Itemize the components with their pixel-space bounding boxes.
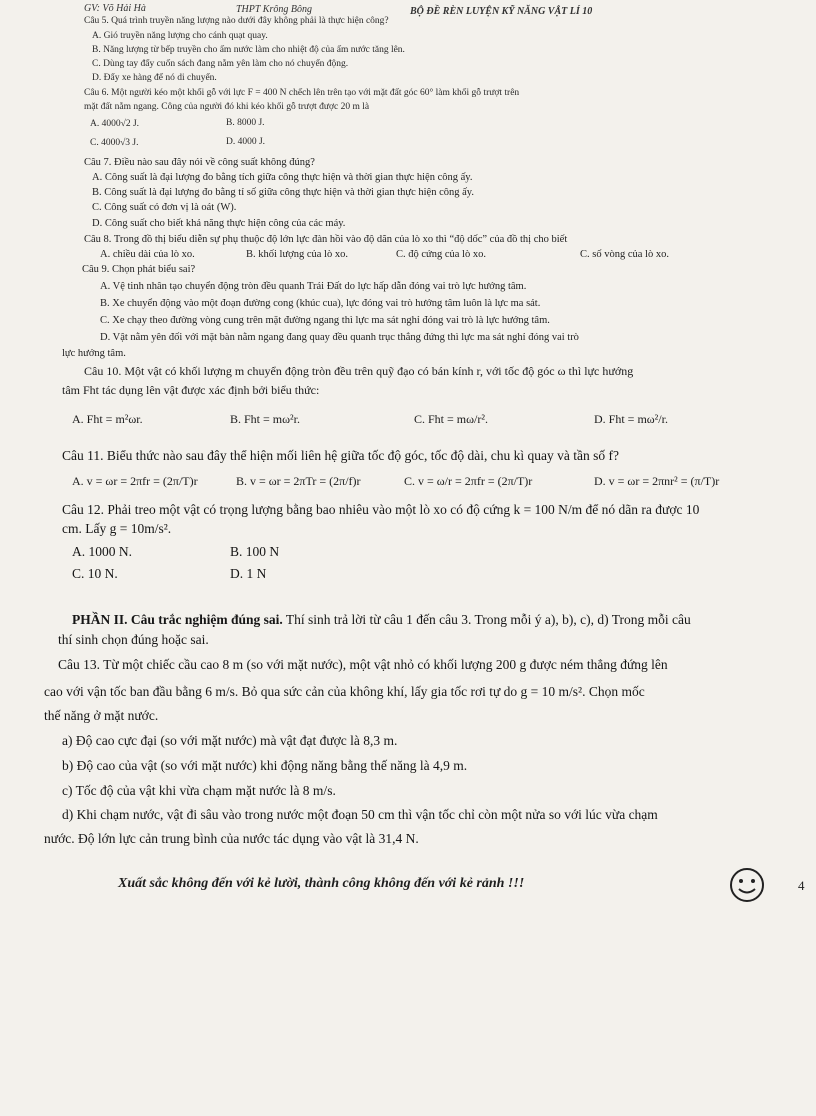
smiley-icon [728,866,766,904]
teacher-name: GV: Võ Hải Hà [84,3,146,14]
q11-stem: Câu 11. Biểu thức nào sau đây thể hiện mối liên hệ giữa tốc độ góc, tốc độ dài, chu kì quay và tần số f? [62,448,619,463]
q10-option-b: B. Fht = mω²r. [230,412,300,426]
q13-statement-d-line2: nước. Độ lớn lực cản trung bình của nước tác dụng vào vật là 31,4 N. [44,831,419,846]
q9-option-a: A. Vệ tinh nhân tạo chuyển động tròn đều quanh Trái Đất do lực hấp dẫn đóng vai trò lực hướng tâm. [100,281,527,292]
q5-stem: Câu 5. Quá trình truyền năng lượng nào dưới đây không phải là thực hiện công? [84,16,389,26]
school-name: THPT Krông Bông [236,4,312,15]
q9-option-c: C. Xe chạy theo đường vòng cung trên mặt đường ngang thì lực ma sát nghỉ đóng vai trò là lực hướng tâm. [100,315,550,326]
q10-option-c: C. Fht = mω/r². [414,412,488,426]
q9-option-b: B. Xe chuyển động vào một đoạn đường cong (khúc cua), lực đóng vai trò hướng tâm luôn là lực ma sát. [100,298,541,309]
q8-option-d: C. số vòng của lò xo. [580,249,669,260]
q8-stem: Câu 8. Trong đồ thị biểu diễn sự phụ thuộc độ lớn lực đàn hồi vào độ dãn của lò xo thì “độ dốc” của đồ thị cho biết [84,234,568,245]
q7-option-a: A. Công suất là đại lượng đo bằng tích giữa công thực hiện và thời gian thực hiện công ấy. [92,172,473,183]
footer-quote: Xuất sắc không đến với kẻ lười, thành công không đến với kẻ rảnh !!! [118,876,525,891]
q5-option-b: B. Năng lượng từ bếp truyền cho ấm nước làm cho nhiệt độ của ấm nước tăng lên. [92,45,405,55]
q7-option-c: C. Công suất có đơn vị là oát (W). [92,202,237,213]
q6-option-c: C. 4000√3 J. [90,138,139,148]
q6-stem-line2: mặt đất nằm ngang. Công của người đó khi kéo khối gỗ trượt được 20 m là [84,102,370,112]
q13-statement-d-line1: d) Khi chạm nước, vật đi sâu vào trong nước một đoạn 50 cm thì vận tốc chỉ còn một nửa so với lúc vừa chạm [62,807,658,822]
q10-stem-line1: Câu 10. Một vật có khối lượng m chuyển động tròn đều trên quỹ đạo có bán kính r, với tốc độ góc ω thì lực hướng [84,364,634,378]
q6-stem-line1: Câu 6. Một người kéo một khối gỗ với lực F = 400 N chếch lên trên tạo với mặt đất góc 60° làm khối gỗ trượt trên [84,88,520,98]
q5-option-a: A. Gió truyền năng lượng cho cánh quạt quay. [92,31,268,41]
q11-option-a: A. v = ωr = 2πfr = (2π/T)r [72,474,198,488]
q10-option-a: A. Fht = m²ωr. [72,412,143,426]
q12-stem-line2: cm. Lấy g = 10m/s². [62,521,172,536]
part2-title: PHẦN II. Câu trắc nghiệm đúng sai. [72,612,283,627]
q11-option-c: C. v = ω/r = 2πfr = (2π/T)r [404,474,533,488]
q6-option-a: A. 4000√2 J. [90,119,140,129]
part2-header [72,612,691,628]
q13-statement-a: a) Độ cao cực đại (so với mặt nước) mà vật đạt được là 8,3 m. [62,733,398,748]
q12-option-b: B. 100 N [230,544,280,559]
q10-option-d: D. Fht = mω²/r. [594,412,668,426]
q12-option-d: D. 1 N [230,566,267,581]
part2-intro: Thí sinh trả lời từ câu 1 đến câu 3. Trong mỗi ý a), b), c), d) Trong mỗi câu [282,612,691,627]
q7-option-d: D. Công suất cho biết khả năng thực hiện công của các máy. [92,218,346,229]
q8-option-a: A. chiều dài của lò xo. [100,249,195,260]
q7-stem: Câu 7. Điều nào sau đây nói về công suất không đúng? [84,157,315,168]
q13-stem-line3: thế năng ở mặt nước. [44,708,159,723]
q11-option-d: D. v = ωr = 2πnr² = (π/T)r [594,474,720,488]
series-title: BỘ ĐỀ RÈN LUYỆN KỸ NĂNG VẬT LÍ 10 [410,6,593,17]
q8-option-b: B. khối lượng của lò xo. [246,249,348,260]
q12-stem-line1: Câu 12. Phải treo một vật có trọng lượng bằng bao nhiêu vào một lò xo có độ cứng k = 100 N/m để nó dãn ra được 10 [62,502,700,517]
q13-statement-b: b) Độ cao của vật (so với mặt nước) khi động năng bằng thế năng là 4,9 m. [62,758,468,773]
q7-option-b: B. Công suất là đại lượng đo bằng tỉ số giữa công thực hiện và thời gian thực hiện công ấy. [92,187,474,198]
q12-option-a: A. 1000 N. [72,544,132,559]
q5-option-c: C. Dùng tay đẩy cuốn sách đang nằm yên làm cho nó chuyển động. [92,59,349,69]
q13-statement-c: c) Tốc độ của vật khi vừa chạm mặt nước là 8 m/s. [62,783,336,798]
q11-option-b: B. v = ωr = 2πTr = (2π/f)r [236,474,361,488]
page-number: 4 [798,878,805,893]
q9-option-d-line1: D. Vật nằm yên đối với mặt bàn nằm ngang đang quay đều quanh trục thẳng đứng thì lực ma sát nghỉ đóng vai trò [100,332,579,343]
q5-option-d: D. Đẩy xe hàng để nó di chuyển. [92,73,217,83]
q8-option-c: C. độ cứng của lò xo. [396,249,486,260]
q10-stem-line2: tâm Fht tác dụng lên vật được xác định bởi biểu thức: [62,383,320,397]
part2-intro-line2: thí sinh chọn đúng hoặc sai. [58,632,209,647]
q13-stem-line1: Câu 13. Từ một chiếc cầu cao 8 m (so với mặt nước), một vật nhỏ có khối lượng 200 g được ném thẳng đứng lên [58,657,668,672]
q12-option-c: C. 10 N. [72,566,118,581]
q6-option-b: B. 8000 J. [226,118,265,128]
q9-stem: Câu 9. Chọn phát biểu sai? [82,264,196,275]
q13-stem-line2: cao với vận tốc ban đầu bằng 6 m/s. Bỏ qua sức cản của không khí, lấy gia tốc rơi tự do g = 10 m/s². Chọn mốc [44,684,645,699]
q9-option-d-line2: lực hướng tâm. [62,348,126,359]
q6-option-d: D. 4000 J. [226,137,266,147]
